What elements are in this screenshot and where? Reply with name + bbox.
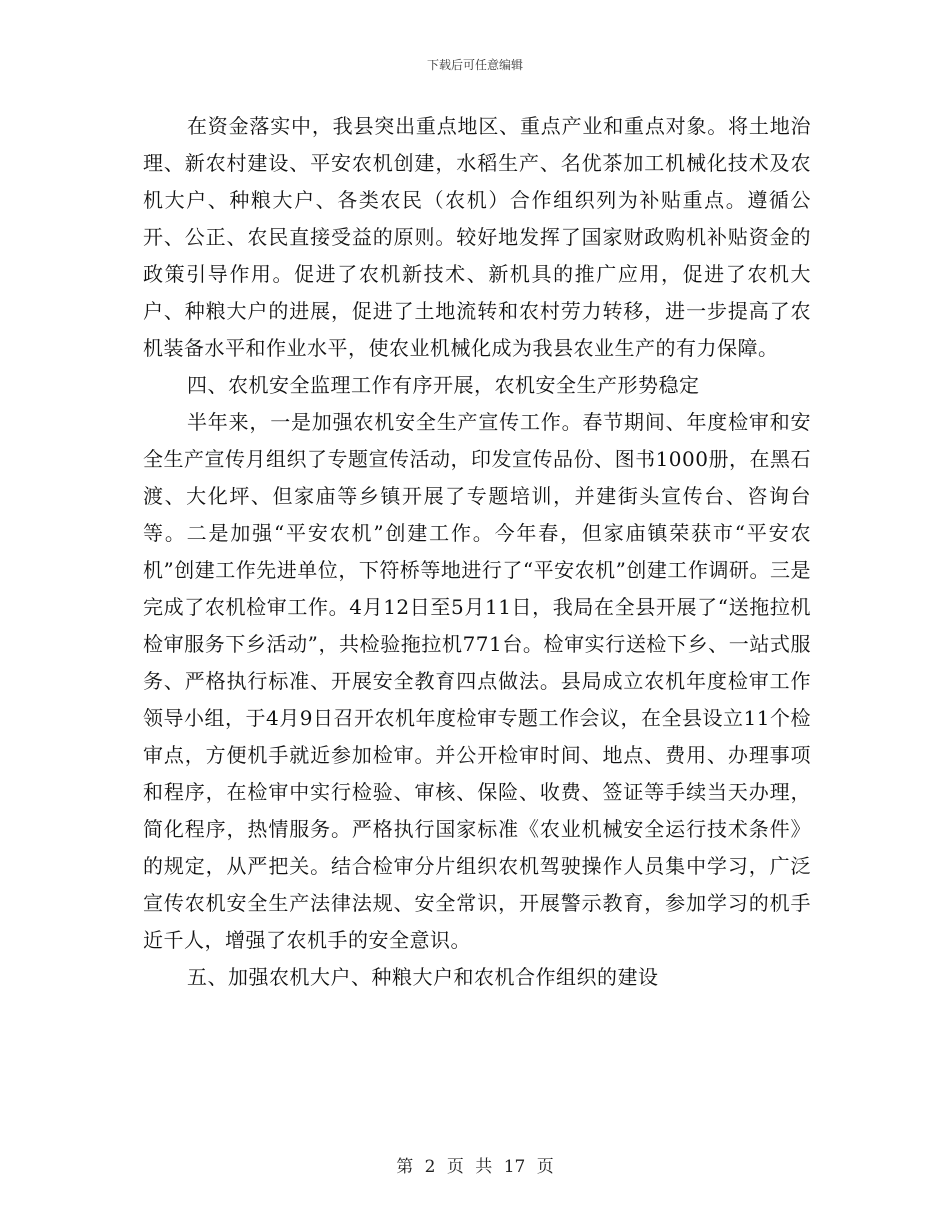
section-heading-four: 四、农机安全监理工作有序开展，农机安全生产形势稳定	[187, 373, 700, 397]
document-body	[143, 108, 811, 996]
header-note: 下载后可任意编辑	[426, 58, 523, 72]
section-heading-five: 五、加强农机大户、种粮大户和农机合作组织的建设	[187, 965, 659, 989]
paragraph-funding: 在资金落实中，我县突出重点地区、重点产业和重点对象。将土地治理、新农村建设、平安农机创建，水稻生产、名优茶加工机械化技术及农机大户、种粮大户、各类农民（农机）合作组织列为补贴重点。遵循公开、公正、农民直接受益的原则。较好地发挥了国家财政购机补贴资金的政策引导作用。促进了农机新技术、新机具的推广应用，促进了农机大户、种粮大户的进展，促进了土地流转和农村劳力转移，进一步提高了农机装备水平和作业水平，使农业机械化成为我县农业生产的有力保障。	[143, 114, 811, 360]
paragraph-safety: 半年来，一是加强农机安全生产宣传工作。春节期间、年度检审和安全生产宣传月组织了专题宣传活动，印发宣传品份、图书1000册，在黑石渡、大化坪、但家庙等乡镇开展了专题培训，并建街头宣传台、咨询台等。二是加强“平安农机”创建工作。今年春，但家庙镇荣获市“平安农机”创建工作先进单位，下符桥等地进行了“平安农机”创建工作调研。三是完成了农机检审工作。4月12日至5月11日，我局在全县开展了“送拖拉机检审服务下乡活动”，共检验拖拉机771台。检审实行送检下乡、一站式服务、严格执行标准、开展安全教育四点做法。县局成立农机年度检审工作领导小组，于4月9日召开农机年度检审专题工作会议，在全县设立11个检审点，方便机手就近参加检审。并公开检审时间、地点、费用、办理事项和程序，在检审中实行检验、审核、保险、收费、签证等手续当天办理，简化程序，热情服务。严格执行国家标准《农业机械安全运行技术条件》的规定，从严把关。结合检审分片组织农机驾驶操作人员集中学习，广泛宣传农机安全生产法律法规、安全常识，开展警示教育，参加学习的机手近千人，增强了农机手的安全意识。	[143, 410, 811, 952]
page-number: 第 2 页 共 17 页	[396, 1157, 554, 1177]
